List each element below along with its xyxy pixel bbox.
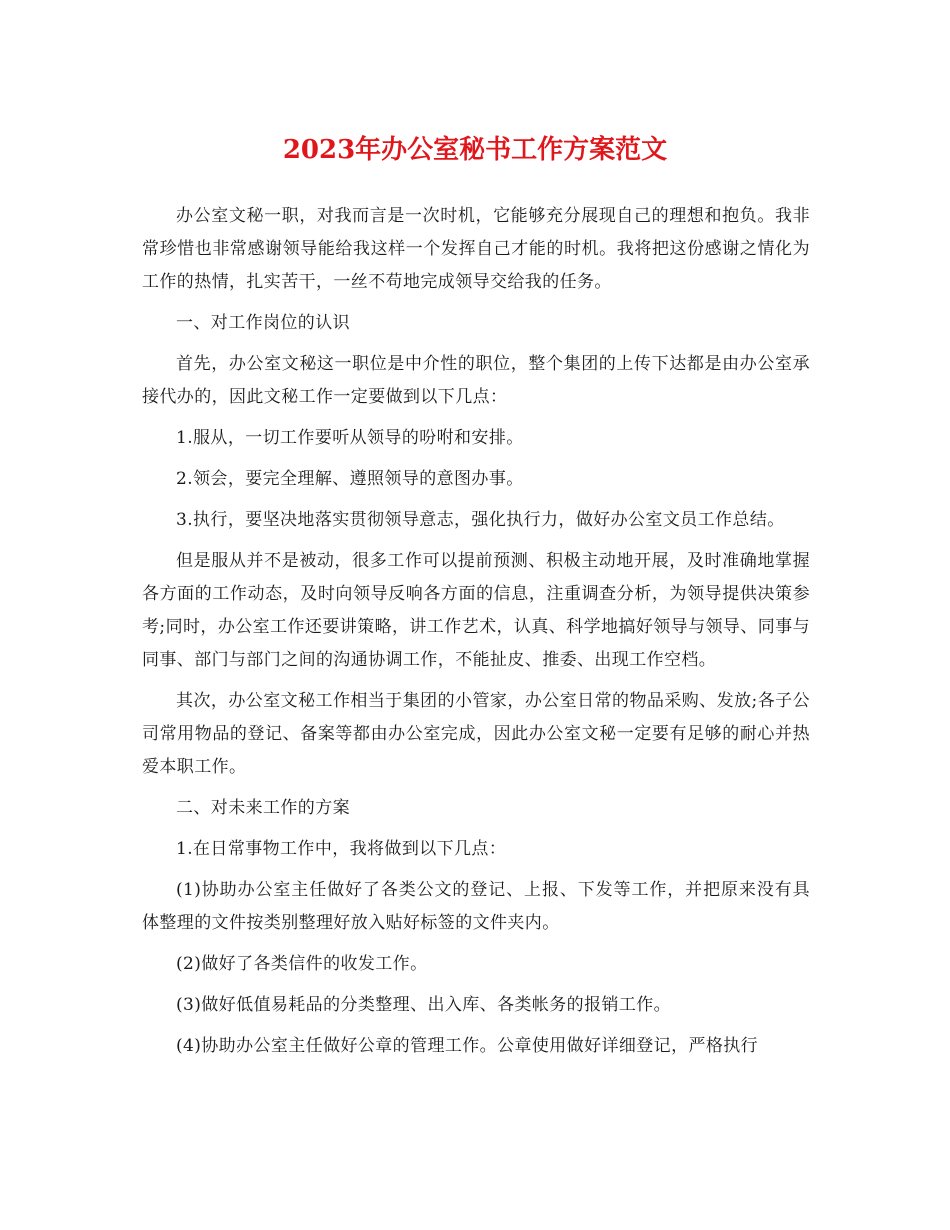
paragraph: 其次，办公室文秘工作相当于集团的小管家，办公室日常的物品采购、发放;各子公司常用物品的登记、备案等都由办公室完成，因此办公室文秘一定要有足够的耐心并热爱本职工作。 <box>142 691 810 777</box>
paragraph: 首先，办公室文秘这一职位是中介性的职位，整个集团的上传下达都是由办公室承接代办的，因此文秘工作一定要做到以下几点： <box>142 354 810 407</box>
list-item: 2.领会，要完全理解、遵照领导的意图办事。 <box>176 469 524 489</box>
list-item: 1.服从，一切工作要听从领导的吩咐和安排。 <box>176 428 524 448</box>
sub-list-item: (2)做好了各类信件的收发工作。 <box>176 954 428 974</box>
paragraph-intro: 办公室文秘一职，对我而言是一次时机，它能够充分展现自己的理想和抱负。我非常珍惜也非常感谢领导能给我这样一个发挥自己才能的时机。我将把这份感谢之情化为工作的热情，扎实苦干，一丝不苟地完成领导交给我的任务。 <box>142 206 810 292</box>
paragraph: 但是服从并不是被动，很多工作可以提前预测、积极主动地开展，及时准确地掌握各方面的工作动态，及时向领导反响各方面的信息，注重调查分析，为领导提供决策参考;同时，办公室工作还要讲策略，讲工作艺术，认真、科学地搞好领导与领导、同事与同事、部门与部门之间的沟通协调工作，不能扯皮、推委、出现工作空档。 <box>142 551 810 670</box>
section-heading-2: 二、对未来工作的方案 <box>176 798 350 818</box>
list-item: 1.在日常事物工作中，我将做到以下几点： <box>176 839 507 859</box>
sub-list-item: (3)做好低值易耗品的分类整理、出入库、各类帐务的报销工作。 <box>176 995 672 1015</box>
section-heading-1: 一、对工作岗位的认识 <box>176 313 350 333</box>
document-title: 2023年办公室秘书工作方案范文 <box>282 135 668 165</box>
sub-list-item: (4)协助办公室主任做好公章的管理工作。公章使用做好详细登记，严格执行 <box>176 1036 759 1056</box>
document-body <box>142 200 810 1071</box>
list-item: 3.执行，要坚决地落实贯彻领导意志，强化执行力，做好办公室文员工作总结。 <box>176 510 785 530</box>
sub-list-item: (1)协助办公室主任做好了各类公文的登记、上报、下发等工作，并把原来没有具体整理的文件按类别整理好放入贴好标签的文件夹内。 <box>142 880 810 933</box>
